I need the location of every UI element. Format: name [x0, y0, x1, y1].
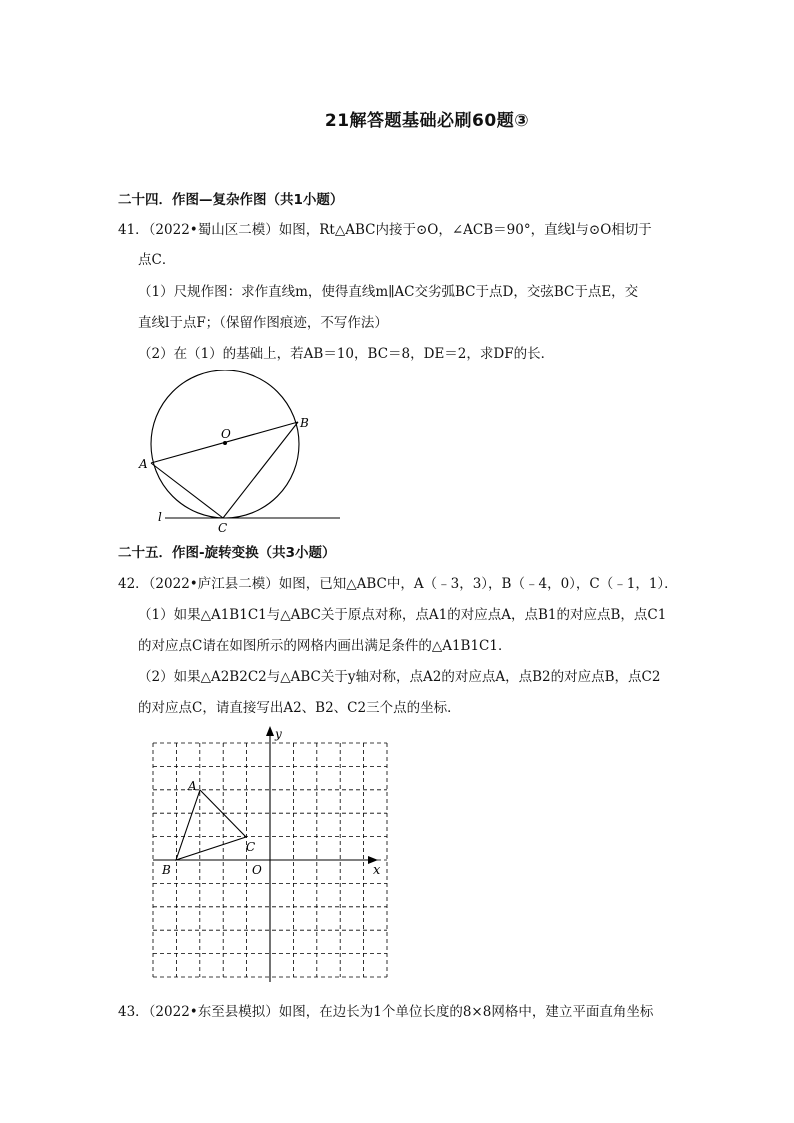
section-heading-24: 二十四．作图—复杂作图（共1小题）	[118, 192, 344, 208]
segment-bc	[223, 422, 298, 518]
label-x: x	[373, 863, 381, 878]
q42-line-3: 的对应点C请在如图所示的网格内画出满足条件的△A1B1C1．	[138, 638, 512, 654]
label-l: l	[158, 510, 162, 524]
q41-line-2: 点C．	[138, 252, 176, 268]
q41-line-3: （1）尺规作图：求作直线m，使得直线m∥AC交劣弧BC于点D，交弦BC于点E，交	[138, 284, 639, 300]
label-b: B	[300, 416, 309, 430]
triangle-abc	[176, 790, 246, 860]
q41-circle-figure	[130, 370, 360, 535]
label-y: y	[275, 727, 282, 741]
section-heading-25: 二十五．作图-旋转变换（共3小题）	[118, 545, 336, 561]
y-axis-arrow	[266, 726, 274, 736]
q42-line-1: 42．（2022•庐江县二模）如图，已知△ABC中，A（﹣3，3），B（﹣4，0），C（﹣1，1）．	[118, 576, 678, 592]
q42-grid-figure	[140, 722, 390, 992]
label-a: A	[139, 457, 148, 471]
center-point-o	[223, 441, 227, 445]
label-c: C	[218, 521, 228, 535]
label-b: B	[162, 863, 171, 877]
q41-line-1: 41．（2022•蜀山区二模）如图，Rt△ABC内接于⊙O，∠ACB＝90°，直线l与⊙O相切于	[118, 222, 652, 238]
page-title: 21解答题基础必刷60题③	[324, 111, 530, 131]
q42-line-4: （2）如果△A2B2C2与△ABC关于y轴对称，点A2的对应点A，点B2的对应点B，点C2	[138, 669, 661, 685]
q42-line-5: 的对应点C，请直接写出A2、B2、C2三个点的坐标．	[138, 700, 461, 716]
q43-line-1: 43．（2022•东至县模拟）如图，在边长为1个单位长度的8×8网格中，建立平面直角坐标	[118, 1004, 654, 1020]
label-a: A	[188, 779, 197, 793]
q41-line-5: （2）在（1）的基础上，若AB＝10，BC＝8，DE＝2，求DF的长．	[138, 346, 555, 362]
q41-line-4: 直线l于点F；（保留作图痕迹，不写作法）	[138, 315, 388, 331]
label-c: C	[246, 840, 256, 854]
label-o: O	[252, 863, 262, 877]
label-o: O	[221, 427, 231, 441]
q42-line-2: （1）如果△A1B1C1与△ABC关于原点对称，点A1的对应点A，点B1的对应点B，点C1	[138, 607, 667, 623]
